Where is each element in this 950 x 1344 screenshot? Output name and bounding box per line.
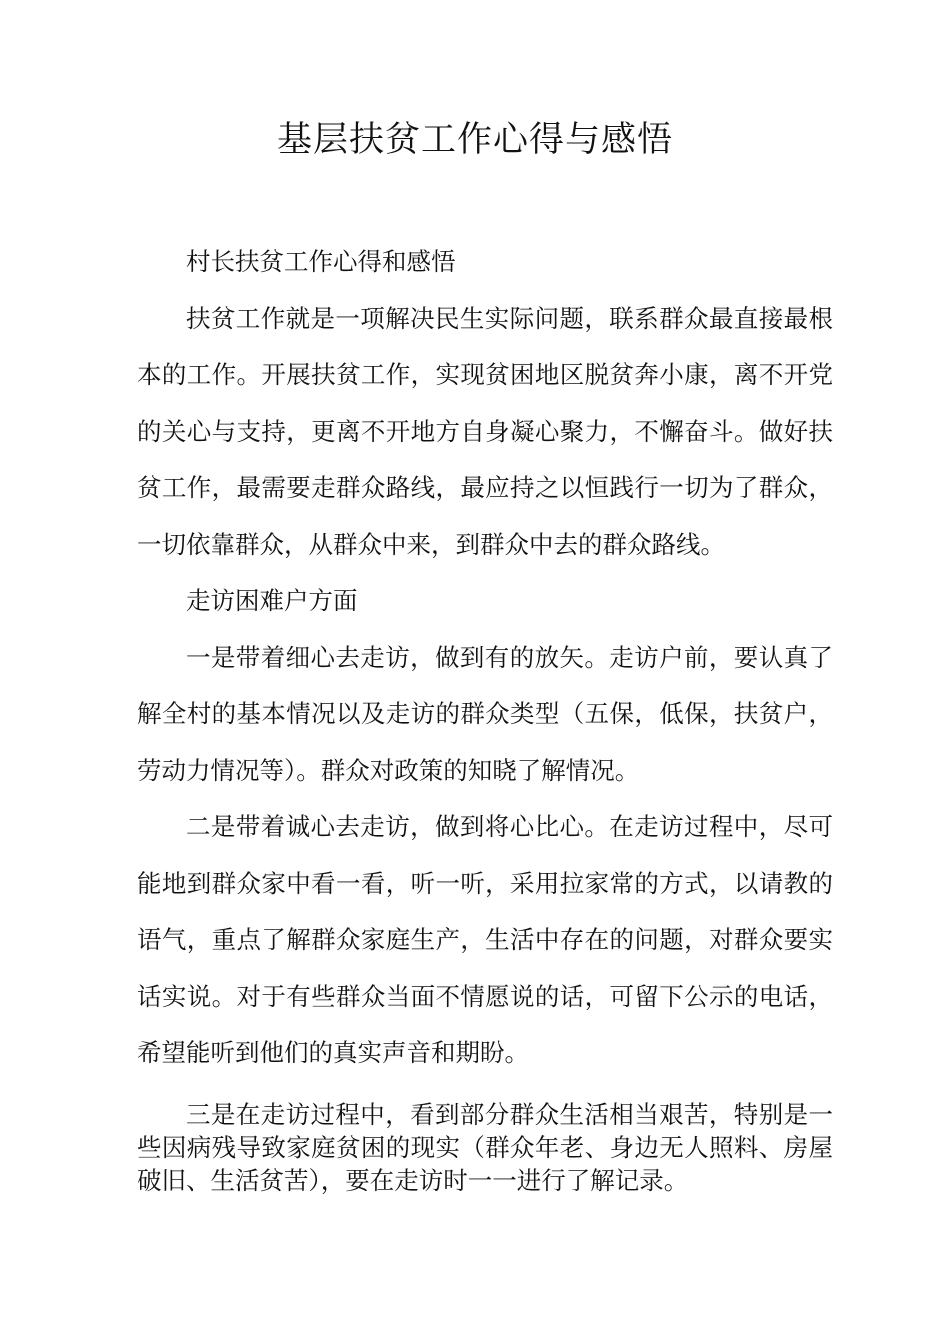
- paragraph-heading-village-head: 村长扶贫工作心得和感悟: [186, 247, 456, 276]
- paragraph-heading-visits: 走访困难户方面: [186, 586, 358, 615]
- paragraph-point-one: 一是带着细心去走访，做到有的放矢。走访户前，要认真了解全村的基本情况以及走访的群众类型（五保，低保，扶贫户，劳动力情况等）。群众对政策的知晓了解情况。: [137, 642, 833, 785]
- paragraph-spacer: [137, 1082, 833, 1098]
- document-body: [137, 234, 833, 1197]
- paragraph-intro: 扶贫工作就是一项解决民生实际问题，联系群众最直接最根本的工作。开展扶贫工作，实现贫困地区脱贫奔小康，离不开党的关心与支持，更离不开地方自身凝心聚力，不懈奋斗。做好扶贫工作，最需要走群众路线，最应持之以恒践行一切为了群众，一切依靠群众，从群众中来，到群众中去的群众路线。: [137, 303, 833, 559]
- paragraph-point-three: 三是在走访过程中，看到部分群众生活相当艰苦，特别是一些因病残导致家庭贫困的现实（群众年老、身边无人照料、房屋破旧、生活贫苦），要在走访时一一进行了解记录。: [137, 1099, 833, 1195]
- paragraph-point-two: 二是带着诚心去走访，做到将心比心。在走访过程中，尽可能地到群众家中看一看，听一听，采用拉家常的方式，以请教的语气，重点了解群众家庭生产，生活中存在的问题，对群众要实话实说。对于有些群众当面不情愿说的话，可留下公示的电话，希望能听到他们的真实声音和期盼。: [137, 812, 833, 1067]
- document-title: 基层扶贫工作心得与感悟: [276, 120, 673, 160]
